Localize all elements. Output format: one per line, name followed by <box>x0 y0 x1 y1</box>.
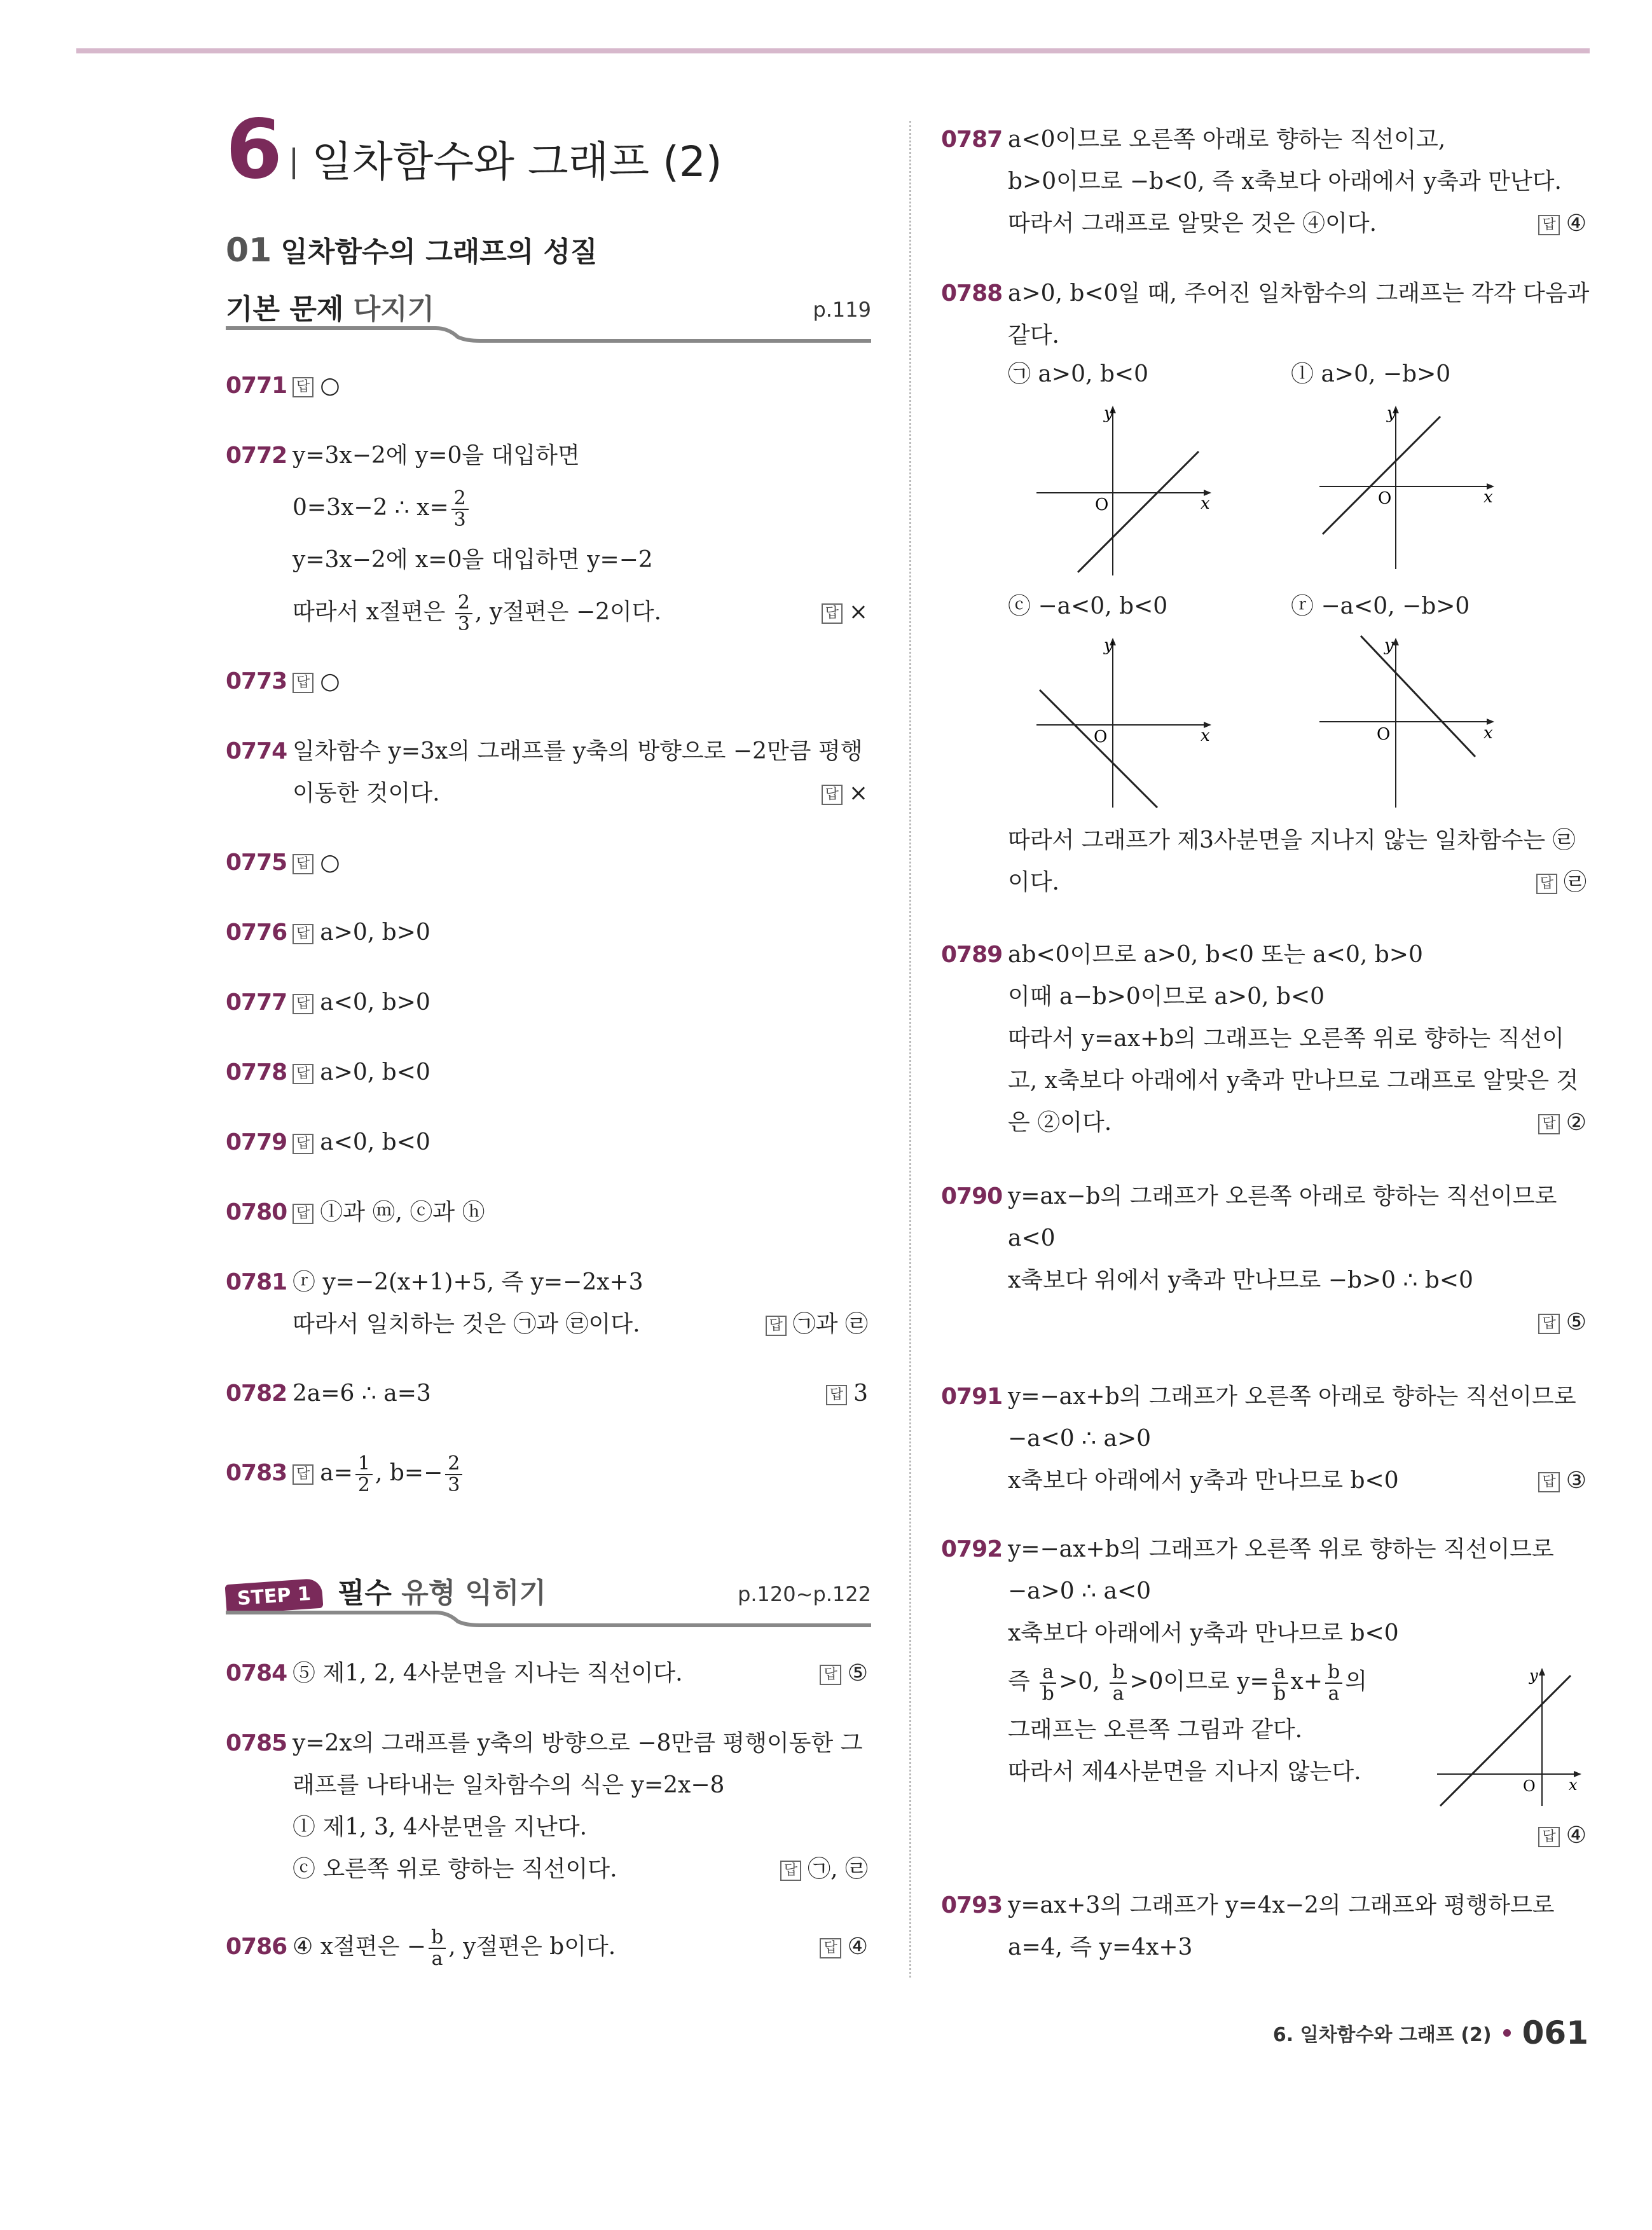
fraction: $\frac{1}{2}$ <box>355 1454 373 1496</box>
chapter-divider <box>293 148 295 179</box>
footer-chapter: 6. 일차함수와 그래프 (2) <box>1272 2024 1492 2046</box>
subsection-basic <box>226 280 871 343</box>
fraction: $\frac{2}{3}$ <box>451 488 469 530</box>
graph-4 <box>1313 633 1504 811</box>
svg-text:x: x <box>1201 726 1210 745</box>
problem-number: 0786 <box>226 1934 287 1960</box>
problem-number: 0781 <box>226 1269 287 1295</box>
svg-text:O: O <box>1378 489 1392 508</box>
answer: 답 ㉣ <box>1529 862 1587 903</box>
problem-number: 0780 <box>226 1199 287 1225</box>
problem-number: 0783 <box>226 1460 287 1486</box>
svg-text:y: y <box>1529 1667 1538 1684</box>
graph-2 <box>1313 401 1504 579</box>
page-footer <box>1273 2014 1588 2051</box>
svg-text:y: y <box>1104 404 1113 423</box>
svg-text:y: y <box>1104 636 1113 655</box>
answer: 답 ② <box>1529 1103 1587 1143</box>
problem-number: 0771 <box>226 373 287 399</box>
problem-number: 0788 <box>941 280 1003 306</box>
problem-number: 0784 <box>226 1660 287 1686</box>
answer: 답 ③ <box>1529 1461 1587 1501</box>
problem-number: 0778 <box>226 1059 287 1085</box>
answer: 답 ④ <box>1529 1815 1587 1856</box>
subsection-step1 <box>226 1564 871 1628</box>
problem-number: 0785 <box>226 1730 287 1756</box>
subsection-label: STEP 1 필수 유형 익히기 <box>226 1570 546 1611</box>
step-badge: STEP 1 <box>225 1578 324 1614</box>
answer: 답 ○ <box>293 661 340 702</box>
problem-number: 0776 <box>226 919 287 946</box>
section-title: 일차함수의 그래프의 성질 <box>280 236 598 268</box>
graph-caption-1: ㉠ a>0, b<0 <box>1008 361 1148 387</box>
problem-number: 0773 <box>226 668 287 694</box>
section-heading <box>226 229 598 270</box>
svg-text:x: x <box>1483 488 1493 507</box>
graph-caption-2: ⓛ a>0, −b>0 <box>1291 361 1451 387</box>
problem-number: 0793 <box>941 1892 1003 1918</box>
problem-number: 0790 <box>941 1183 1003 1209</box>
answer: 답 ○ <box>293 366 340 406</box>
answer: 답 ④ <box>1529 203 1587 244</box>
svg-text:y: y <box>1387 404 1396 423</box>
graph-0792 <box>1434 1663 1587 1809</box>
chapter-number: 6 <box>226 102 283 197</box>
subsection-underline <box>226 1609 871 1628</box>
column-divider <box>909 121 911 1978</box>
svg-text:x: x <box>1483 724 1493 743</box>
problem-number: 0782 <box>226 1380 287 1407</box>
problem-number: 0791 <box>941 1384 1003 1410</box>
answer: 답 ㉠과 ㉣ <box>741 1304 868 1345</box>
subsection-underline <box>226 324 871 343</box>
fraction: $\frac{b}{a}$ <box>429 1927 446 1969</box>
answer: 답 ㉠, ㉣ <box>766 1849 868 1890</box>
graph-3 <box>1030 633 1221 811</box>
problem-number: 0789 <box>941 942 1003 968</box>
chapter-heading <box>226 102 722 197</box>
top-rule <box>76 48 1590 53</box>
graph-caption-4: ⓡ −a<0, −b>0 <box>1291 593 1470 619</box>
fraction: $\frac{2}{3}$ <box>455 593 472 635</box>
problem-number: 0775 <box>226 850 287 876</box>
svg-text:O: O <box>1095 495 1109 514</box>
svg-text:O: O <box>1377 725 1391 744</box>
chapter-title: 일차함수와 그래프 (2) <box>312 137 722 186</box>
problem-number: 0772 <box>226 443 287 469</box>
problem-number: 0774 <box>226 738 287 764</box>
subsection-label: 기본 문제 다지기 <box>226 293 435 326</box>
answer: 답 ⑤ <box>1529 1302 1587 1343</box>
answer: 답 ⑤ <box>792 1653 868 1694</box>
problem-number: 0779 <box>226 1129 287 1155</box>
answer: 답 3 <box>792 1373 868 1414</box>
svg-text:O: O <box>1523 1777 1536 1795</box>
answer: 답 × <box>792 592 868 633</box>
fraction: $\frac{2}{3}$ <box>445 1454 462 1496</box>
svg-text:x: x <box>1201 494 1210 513</box>
graph-caption-3: ⓒ −a<0, b<0 <box>1008 593 1168 619</box>
problem-number: 0792 <box>941 1536 1003 1562</box>
graph-1 <box>1030 401 1221 579</box>
page-ref: p.120~p.122 <box>738 1582 871 1606</box>
page-ref: p.119 <box>813 298 871 322</box>
problem-number: 0777 <box>226 989 287 1015</box>
svg-text:y: y <box>1384 636 1394 655</box>
page-number: 061 <box>1522 2014 1588 2051</box>
answer: 답 × <box>792 773 868 814</box>
svg-text:O: O <box>1094 727 1108 747</box>
section-number: 01 <box>226 231 272 270</box>
problem-number: 0787 <box>941 127 1003 153</box>
answer: 답 ④ <box>792 1927 868 1967</box>
svg-text:x: x <box>1569 1776 1578 1794</box>
footer-dot <box>1503 2029 1511 2037</box>
